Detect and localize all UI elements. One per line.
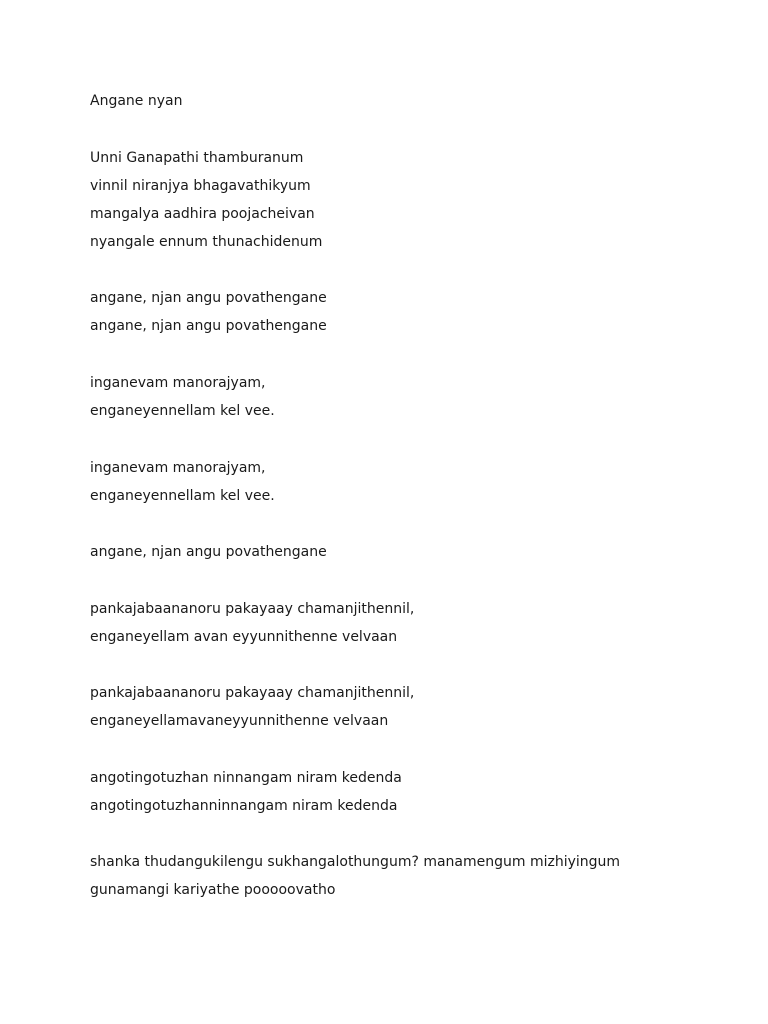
text-line: angotingotuzhan ninnangam niram kedenda (90, 770, 402, 786)
text-line: pankajabaananoru pakayaay chamanjithennil, (90, 685, 415, 701)
text-line: angotingotuzhanninnangam niram kedenda (90, 798, 398, 814)
text-line: Unni Ganapathi thamburanum (90, 150, 304, 166)
text-line: angane, njan angu povathengane (90, 544, 327, 560)
text-line: enganeyellam avan eyyunnithenne velvaan (90, 629, 398, 645)
text-line: enganeyennellam kel vee. (90, 488, 275, 504)
text-line: inganevam manorajyam, (90, 460, 266, 476)
text-line: inganevam manorajyam, (90, 375, 266, 391)
text-line: enganeyellamavaneyyunnithenne velvaan (90, 713, 389, 729)
text-line: shanka thudangukilengu sukhangalothungum? manamengum mizhiyingum (90, 854, 621, 870)
text-line: mangalya aadhira poojacheivan (90, 206, 315, 222)
document-title: Angane nyan (90, 93, 183, 109)
text-line: gunamangi kariyathe pooooovatho (90, 882, 336, 898)
text-line: enganeyennellam kel vee. (90, 403, 275, 419)
text-line: vinnil niranjya bhagavathikyum (90, 178, 311, 194)
text-line: nyangale ennum thunachidenum (90, 234, 323, 250)
text-line: pankajabaananoru pakayaay chamanjithennil, (90, 601, 415, 617)
text-line: angane, njan angu povathengane (90, 318, 327, 334)
text-line: angane, njan angu povathengane (90, 290, 327, 306)
